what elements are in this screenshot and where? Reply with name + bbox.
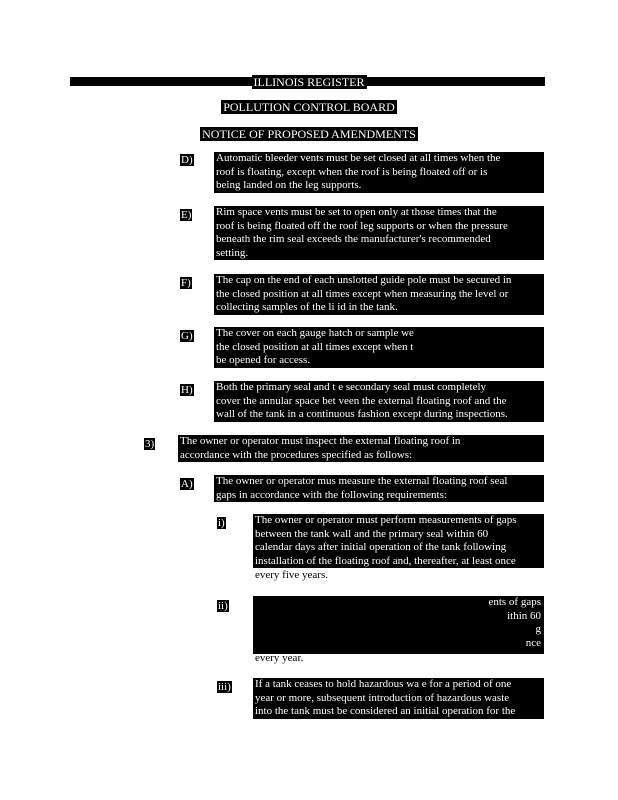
item-marker-g: G) [181,330,193,342]
item-marker-3: 3) [145,438,155,450]
item-3-text: The owner or operator must inspect the external floating roof in accordance with the procedures specified as follows: [178,435,544,462]
item-a-text: The owner or operator mus measure the external floating roof seal gaps in accordance with the following requirements: [214,475,544,502]
item-iii-text: If a tank ceases to hold hazardous wa e for a period of one year or more, subsequent introduction of hazardous waste into the tank must be considered an initial operation for the [253,678,544,719]
item-g-text: The cover on each gauge hatch or sample we the closed position at all times except when t be opened for access. [214,327,544,368]
item-e-text: Rim space vents must be set to open only at those times that the roof is being floated off the roof leg supports or when the pressure beneath the rim seal exceeds the manufacturer's recommended setting. [214,206,544,260]
item-i-tail: every five years. [255,569,328,581]
item-ii-tail: every year. [255,652,304,664]
item-marker-a: A) [181,478,193,490]
item-marker-f: F) [181,277,191,289]
item-marker-d: D) [181,154,193,166]
item-d-text: Automatic bleeder vents must be set closed at all times when the roof is floating, except when the roof is being floated off or is being landed on the leg supports. [214,152,544,193]
item-marker-e: E) [181,209,192,221]
item-marker-h: H) [181,384,193,396]
board-title: POLLUTION CONTROL BOARD [223,100,395,114]
item-h-text: Both the primary seal and t e secondary seal must completely cover the annular space bet veen the external floating roof and the wall of the tank in a continuous fashion except during inspections. [214,381,544,422]
item-marker-i: i) [218,517,225,529]
item-marker-iii: iii) [218,681,231,693]
item-ii-text: ents of gaps ithin 60 g nce [253,596,544,654]
item-f-text: The cap on the end of each unslotted guide pole must be secured in the closed position at all times except when measuring the level or collecting samples of the li id in the tank. [214,274,544,315]
register-title: ILLINOIS REGISTER [253,75,365,89]
notice-title: NOTICE OF PROPOSED AMENDMENTS [202,127,416,141]
item-marker-ii: ii) [218,600,228,612]
item-i-text: The owner or operator must perform measurements of gaps between the tank wall and the primary seal within 60 calendar days after initial operation of the tank following installation of the floating roof and, thereafter, at least once [253,514,544,568]
